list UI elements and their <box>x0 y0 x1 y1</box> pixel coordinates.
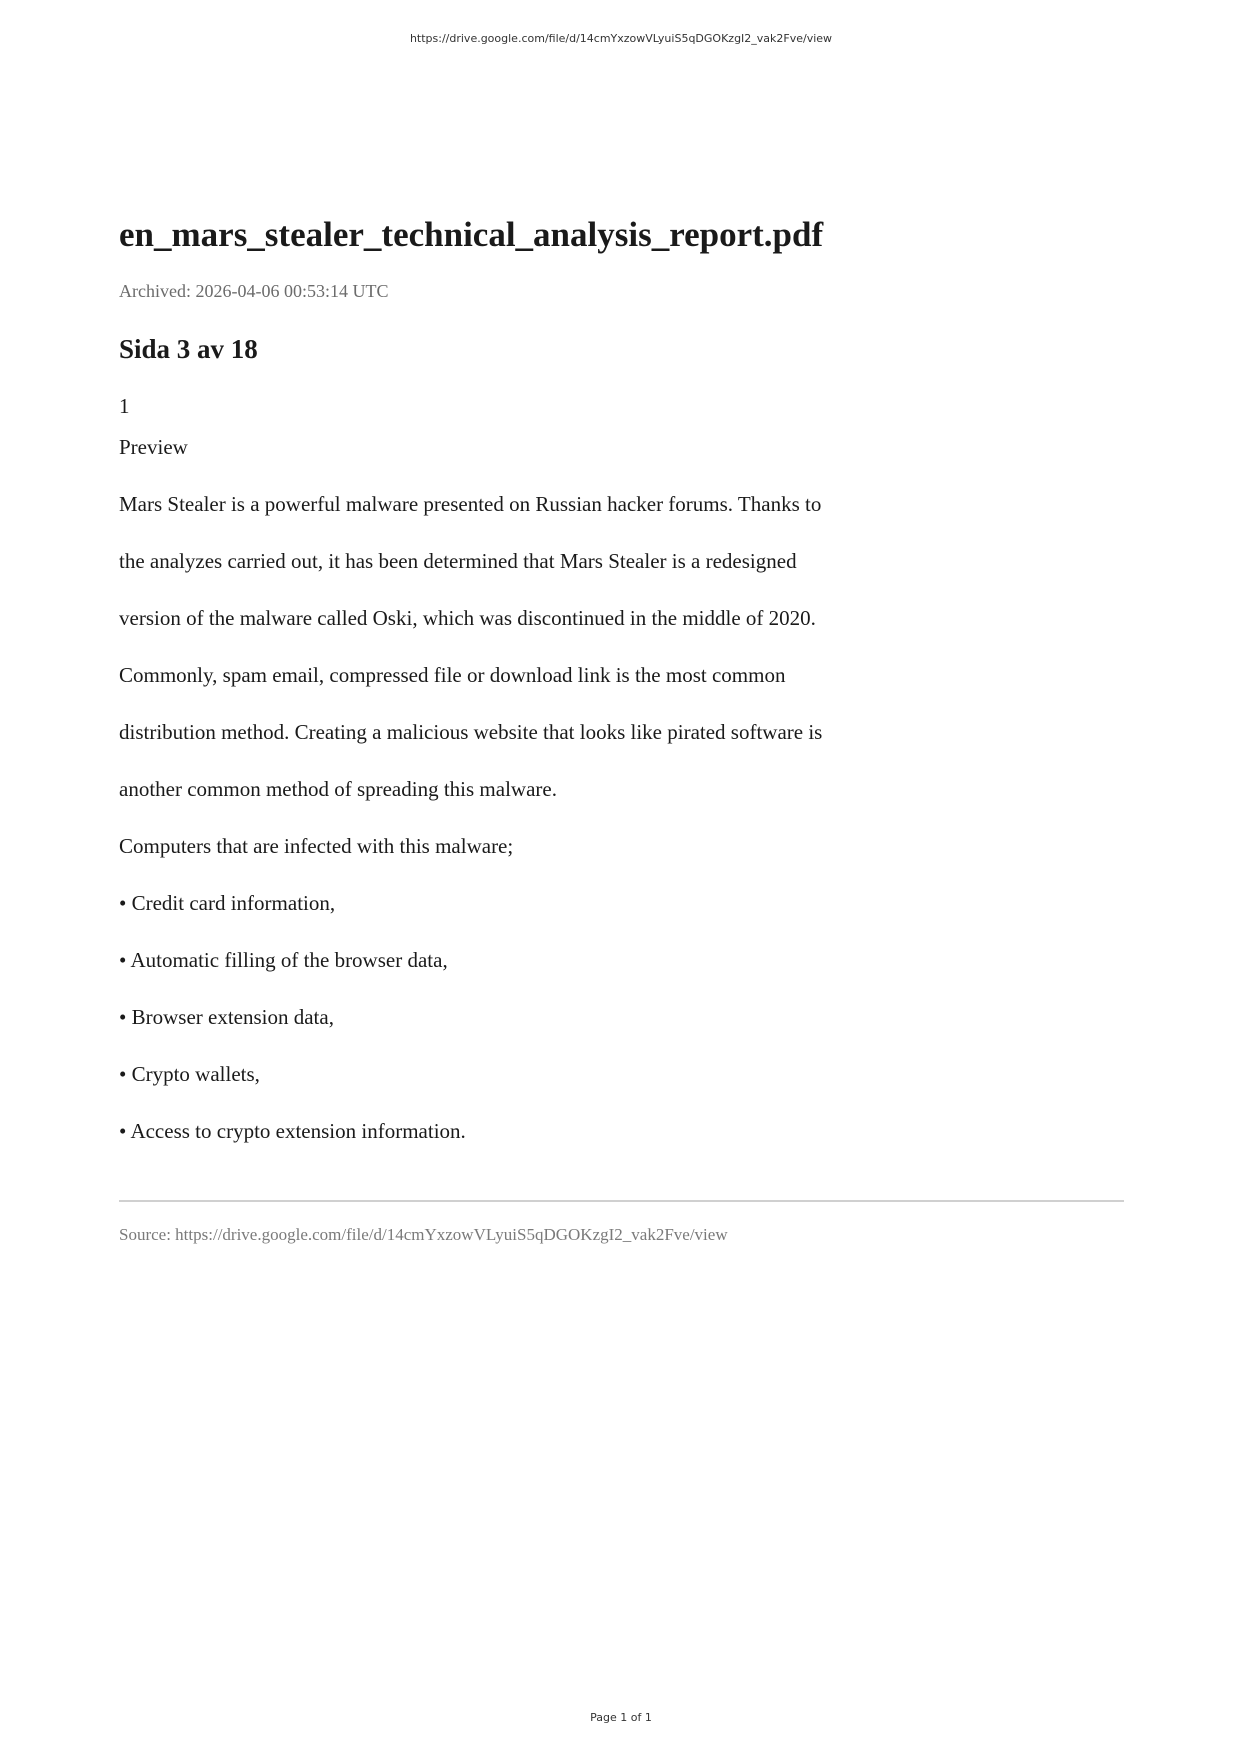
list-item: • Access to crypto extension information. <box>119 1119 466 1143</box>
preview-label: Preview <box>119 435 188 459</box>
paragraph-line: the analyzes carried out, it has been determined that Mars Stealer is a redesigned <box>119 549 797 573</box>
page-number: 1 <box>119 394 130 418</box>
list-item: • Browser extension data, <box>119 1005 334 1029</box>
paragraph-line: version of the malware called Oski, which was discontinued in the middle of 2020. <box>119 606 816 630</box>
archived-timestamp: Archived: 2026-04-06 00:53:14 UTC <box>119 281 389 301</box>
body-text <box>119 419 1124 1160</box>
divider <box>119 1200 1124 1202</box>
document-content <box>119 214 1124 1246</box>
list-item: • Crypto wallets, <box>119 1062 260 1086</box>
paragraph-line: Commonly, spam email, compressed file or download link is the most common <box>119 663 786 687</box>
list-item: • Credit card information, <box>119 891 336 915</box>
page-footer: Page 1 of 1 <box>590 1711 652 1724</box>
paragraph-line: another common method of spreading this malware. <box>119 777 557 801</box>
page-heading: Sida 3 av 18 <box>119 334 258 364</box>
list-item: • Automatic filling of the browser data, <box>119 948 448 972</box>
paragraph-line: Mars Stealer is a powerful malware presented on Russian hacker forums. Thanks to <box>119 492 822 516</box>
print-header-url: https://drive.google.com/file/d/14cmYxzowVLyuiS5qDGOKzgI2_vak2Fve/view <box>409 32 833 45</box>
source-link: Source: https://drive.google.com/file/d/14cmYxzowVLyuiS5qDGOKzgI2_vak2Fve/view <box>119 1225 728 1244</box>
paragraph-line: distribution method. Creating a malicious website that looks like pirated software is <box>119 720 823 744</box>
document-title: en_mars_stealer_technical_analysis_report.pdf <box>119 215 824 254</box>
list-intro: Computers that are infected with this malware; <box>119 834 514 858</box>
